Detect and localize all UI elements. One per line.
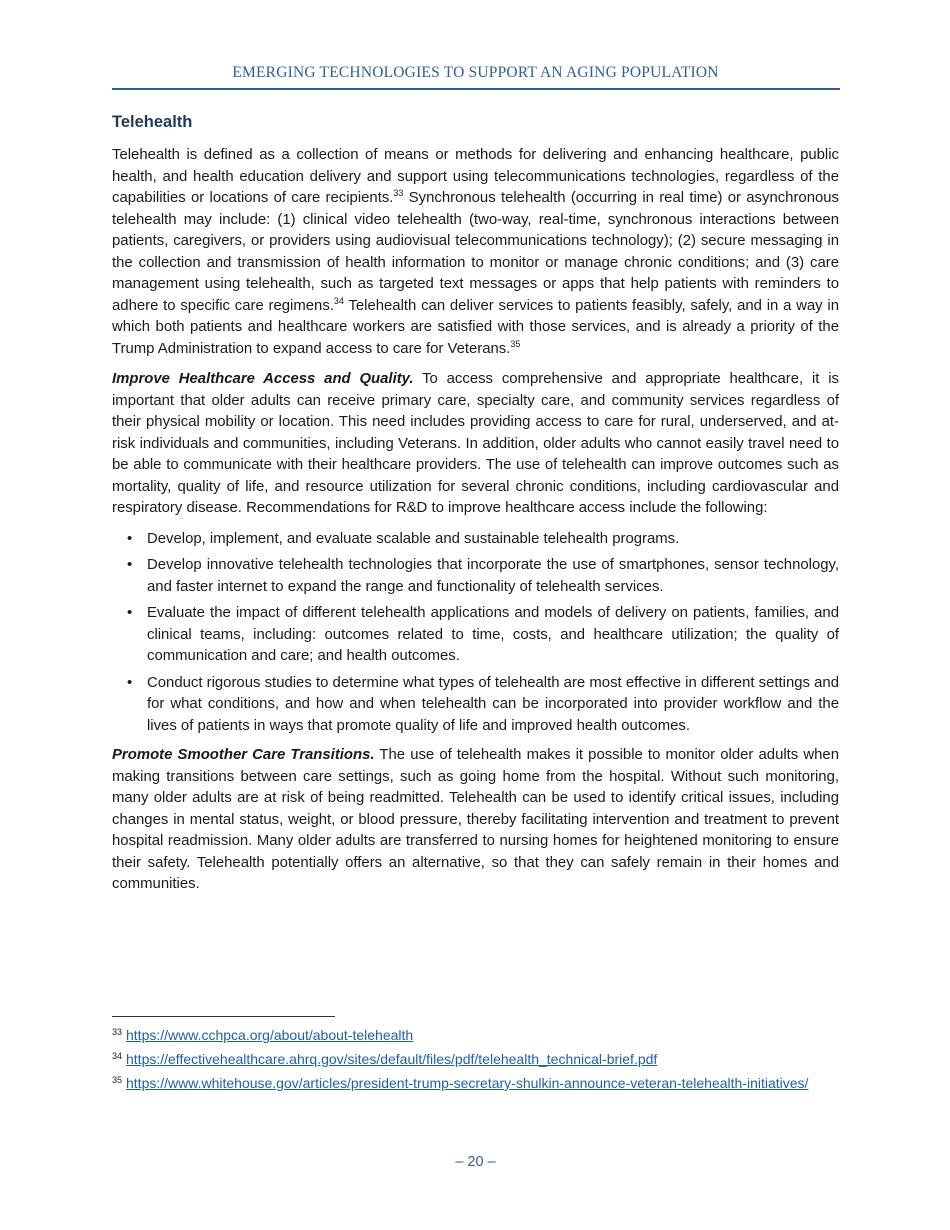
footnote-35 — [112, 1074, 839, 1093]
footnotes — [112, 1026, 839, 1098]
list-item-text: Conduct rigorous studies to determine what types of telehealth are most effective in different settings and for what conditions, and how and when telehealth can be incorporated into provider workflow and the lives of patients in ways that promote quality of life and improved health outcomes. — [147, 674, 839, 734]
footnote-ref-34[interactable]: 34 — [333, 295, 344, 306]
footnote-number: 35 — [112, 1075, 123, 1085]
footnote-ref-33[interactable]: 33 — [393, 188, 404, 199]
list-item-text: Develop innovative telehealth technologies that incorporate the use of smartphones, sensor technology, and faster internet to expand the range and functionality of telehealth services. — [147, 557, 839, 595]
footnote-34 — [112, 1050, 839, 1069]
transitions-text: The use of telehealth makes it possible to monitor older adults when making transitions between care settings, such as going home from the hospital. Without such monitoring, many older adults are at risk of being readmitted. Telehealth can be used to identify critical issues, including changes in mental status, weight, or blood pressure, thereby facilitating intervention and treatment to prevent hospital readmission. Many older adults are transferred to nursing homes for heightened monitoring to ensure their safety. Telehealth potentially offers an alternative, so that they can safely remain in their homes and communities. — [112, 747, 839, 892]
intro-text-2: Synchronous telehealth (occurring in real time) or asynchronous telehealth may include: (1) clinical video telehealth (two-way, real-time, synchronous interactions between patients, caregivers, or providers using audiovisual telecommunications technology); (2) secure messaging in the collection and transmission of health information to monitor or manage chronic conditions; and (3) care management using telehealth, such as targeted text messages or apps that help patients with reminders to adhere to specific care regimens. — [112, 190, 839, 314]
bullet-icon: • — [127, 674, 133, 691]
list-item — [127, 555, 839, 598]
list-item — [127, 603, 839, 668]
transitions-paragraph — [112, 745, 839, 896]
footnote-ref-35[interactable]: 35 — [510, 338, 521, 349]
list-item — [127, 673, 839, 738]
recommendations-list — [112, 529, 839, 738]
bullet-icon: • — [127, 557, 133, 573]
bullet-icon: • — [127, 605, 133, 621]
footnote-link-33[interactable]: https://www.cchpca.org/about/about-telehealth — [126, 1027, 414, 1043]
header-rule — [112, 88, 840, 90]
list-item-text: Evaluate the impact of different telehealth applications and models of delivery on patients, families, and clinical teams, including: outcomes related to time, costs, and healthcare utilization; the quality of communication and care; and health outcomes. — [147, 605, 839, 664]
footnote-link-34[interactable]: https://effectivehealthcare.ahrq.gov/sites/default/files/pdf/telehealth_technical-brief.pdf — [126, 1051, 658, 1067]
footnote-rule — [112, 1016, 335, 1017]
page-number: – 20 – — [455, 1154, 496, 1170]
footnote-number: 34 — [112, 1051, 123, 1061]
access-text: To access comprehensive and appropriate healthcare, it is important that older adults can receive primary care, specialty care, and community services regardless of their physical mobility or location. This need includes providing access to care for rural, underserved, and at-risk individuals and communities, including Veterans. In addition, older adults who cannot easily travel need to be able to communicate with their healthcare providers. The use of telehealth can improve outcomes such as mortality, quality of life, and resource utilization for several chronic conditions, including cardiovascular and respiratory disease. Recommendations for R&D to improve healthcare access include the following: — [112, 371, 839, 516]
access-paragraph — [112, 369, 839, 520]
intro-paragraph — [112, 145, 839, 360]
list-item-text: Develop, implement, and evaluate scalable and sustainable telehealth programs. — [147, 530, 680, 547]
footnote-link-35[interactable]: https://www.whitehouse.gov/articles/president-trump-secretary-shulkin-announce-veteran-telehealth-initiatives/ — [126, 1075, 809, 1091]
list-item — [127, 529, 839, 551]
intro-text-3: Telehealth can deliver services to patients feasibly, safely, and in a way in which both patients and healthcare workers are satisfied with those services, and is already a priority of the Trump Administration to expand access to care for Veterans. — [112, 297, 839, 357]
transitions-lead: Promote Smoother Care Transitions. — [112, 747, 375, 763]
bullet-icon: • — [127, 530, 133, 547]
running-header: EMERGING TECHNOLOGIES TO SUPPORT AN AGING POPULATION — [232, 64, 719, 81]
access-lead: Improve Healthcare Access and Quality. — [112, 371, 414, 387]
footnote-number: 33 — [112, 1027, 123, 1037]
intro-text-1: Telehealth is defined as a collection of means or methods for delivering and enhancing healthcare, public health, and health education delivery and support using telecommunications technologies, regardless of the capabilities or locations of care recipients. — [112, 147, 839, 206]
body-text — [112, 145, 839, 905]
section-title: Telehealth — [112, 113, 193, 131]
footnote-33 — [112, 1026, 839, 1045]
